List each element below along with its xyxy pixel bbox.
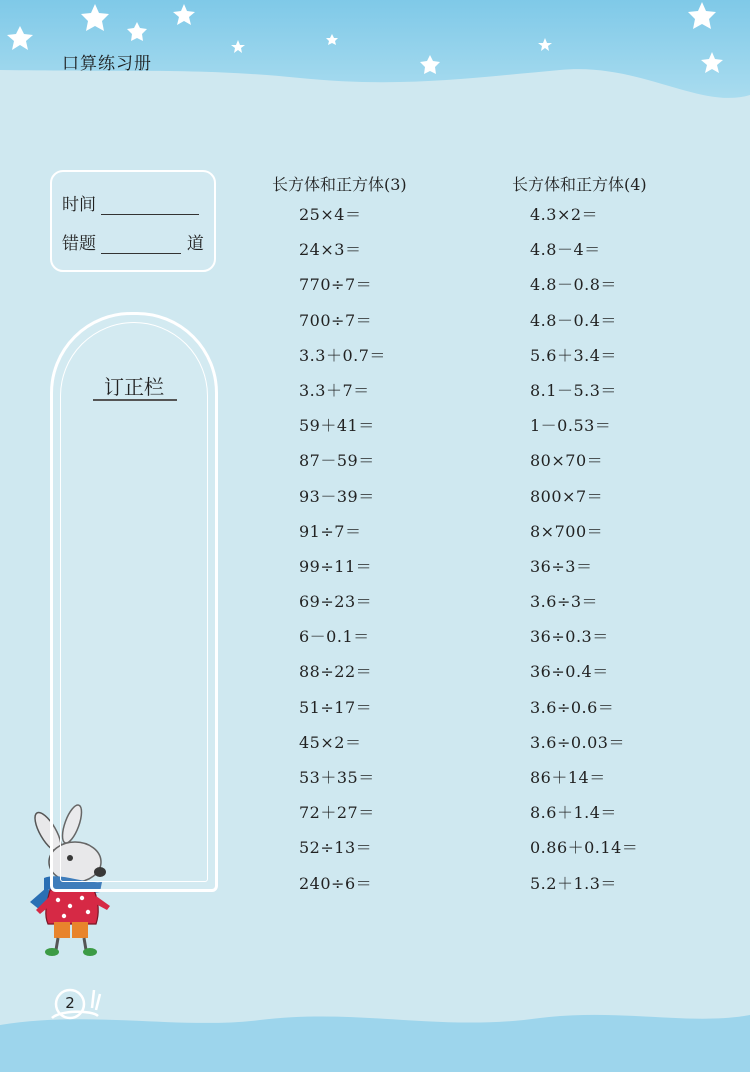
problem-item: 8×700＝ (530, 521, 604, 541)
column-2-title: 长方体和正方体(4) (512, 175, 647, 194)
problem-item: 4.8－0.4＝ (530, 310, 617, 330)
problem-item: 72＋27＝ (299, 803, 375, 823)
correction-title: 订正栏 (104, 375, 164, 399)
problem-item: 24×3＝ (299, 240, 362, 260)
problem-item: 5.6＋3.4＝ (530, 345, 617, 365)
problem-item: 4.8－0.8＝ (530, 275, 617, 295)
info-box (50, 170, 216, 272)
problem-item: 53＋35＝ (299, 768, 375, 787)
problem-item: 3.6÷3＝ (530, 592, 599, 612)
problem-item: 3.6÷0.03＝ (530, 732, 625, 752)
problem-item: 36÷0.4＝ (530, 662, 609, 682)
footer-wave (0, 1015, 750, 1072)
time-label: 时间 (62, 195, 96, 215)
errors-unit: 道 (186, 234, 204, 254)
correction-panel (50, 312, 218, 892)
book-title: 口算练习册 (62, 54, 152, 74)
errors-row (62, 229, 204, 254)
errors-label: 错题 (62, 234, 96, 254)
problem-item: 36÷0.3＝ (530, 627, 609, 647)
problem-item: 3.3＋0.7＝ (299, 345, 386, 365)
problem-item: 80×70＝ (530, 451, 604, 471)
problem-item: 25×4＝ (299, 205, 362, 224)
errors-blank[interactable] (101, 235, 181, 254)
column-2-problems (530, 197, 638, 901)
correction-panel-inner-border (60, 322, 208, 882)
problem-item: 93－39＝ (299, 486, 375, 506)
problem-item: 51÷17＝ (299, 697, 373, 717)
problem-item: 3.3＋7＝ (299, 380, 370, 400)
problem-item: 1－0.53＝ (530, 416, 612, 436)
problem-item: 8.6＋1.4＝ (530, 803, 617, 823)
problem-item: 87－59＝ (299, 451, 375, 471)
time-blank[interactable] (101, 196, 199, 215)
problem-item: 240÷6＝ (299, 873, 373, 893)
page-number: 2 (65, 994, 75, 1012)
problem-item: 99÷11＝ (299, 556, 373, 576)
column-1-problems (299, 197, 386, 901)
problem-item: 36÷3＝ (530, 556, 593, 576)
problem-item: 4.3×2＝ (530, 205, 599, 224)
column-1-title: 长方体和正方体(3) (272, 175, 407, 194)
problem-item: 4.8－4＝ (530, 240, 601, 260)
problem-item: 86＋14＝ (530, 768, 606, 787)
problem-item: 3.6÷0.6＝ (530, 697, 615, 717)
problem-item: 52÷13＝ (299, 838, 373, 858)
problem-item: 800×7＝ (530, 486, 604, 506)
problem-item: 0.86＋0.14＝ (530, 838, 639, 858)
problem-item: 88÷22＝ (299, 662, 373, 682)
problem-item: 59＋41＝ (299, 416, 375, 436)
problem-item: 700÷7＝ (299, 310, 373, 330)
problem-item: 6－0.1＝ (299, 627, 370, 647)
problem-item: 91÷7＝ (299, 521, 362, 541)
problem-item: 5.2＋1.3＝ (530, 873, 617, 893)
problem-item: 69÷23＝ (299, 592, 373, 612)
problem-item: 45×2＝ (299, 732, 362, 752)
problem-item: 770÷7＝ (299, 275, 373, 295)
problem-item: 8.1－5.3＝ (530, 380, 617, 400)
time-row (62, 190, 199, 215)
correction-title-underline (93, 399, 177, 401)
